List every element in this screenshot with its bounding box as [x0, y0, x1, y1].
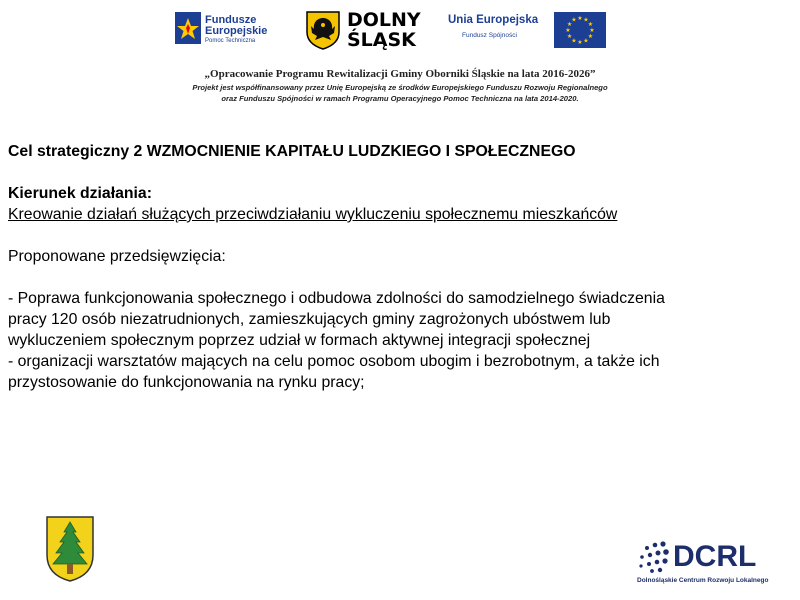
dcrl-subtitle: Dolnośląskie Centrum Rozwoju Lokalnego [637, 577, 769, 584]
eu-flag-icon [554, 12, 606, 48]
fundusze-line1: Fundusze [205, 14, 257, 26]
svg-text:★: ★ [577, 15, 583, 22]
oborniki-coat-of-arms-icon [45, 515, 95, 583]
svg-text:★: ★ [571, 37, 577, 45]
svg-text:★: ★ [571, 16, 577, 24]
project-title: „Opracowanie Programu Rewitalizacji Gminy Oborniki Śląskie na lata 2016-2026” [204, 68, 596, 80]
direction-text: Kreowanie działań służących przeciwdziałaniu wykluczeniu społecznemu mieszkańców [8, 206, 618, 223]
proposals-label: Proponowane przedsięwzięcia: [8, 248, 226, 265]
fundusze-sub: Pomoc Techniczna [205, 38, 256, 44]
proposal-item-2-line-1: - organizacji warsztatów mających na celu pomoc osobom ubogim i bezrobotnym, a także ich [8, 353, 660, 370]
svg-text:★: ★ [589, 27, 595, 34]
eu-funds-star-icon [175, 12, 201, 44]
dolny-slask-line1: DOLNY [347, 9, 421, 31]
proposal-item-2-line-2: przystosowanie do funkcjonowania na rynku pracy; [8, 374, 365, 391]
proposal-item-1-line-1: - Poprawa funkcjonowania społecznego i odbudowa zdolności do samodzielnego świadczenia [8, 290, 665, 307]
proposal-item-1-line-2: pracy 120 osób niezatrudnionych, zamieszkujących gminy zagrożonych ubóstwem lub [8, 311, 611, 328]
svg-text:★: ★ [583, 16, 589, 24]
cofinancing-note [0, 82, 800, 104]
svg-text:★: ★ [566, 33, 573, 40]
dcrl-dots-icon [635, 540, 671, 574]
fundusze-europejskie-logo [175, 10, 275, 50]
fundusze-title [205, 15, 267, 37]
fundusze-line2: Europejskie [205, 25, 268, 37]
cofinancing-line2: oraz Funduszu Spójności w ramach Programu Operacyjnego Pomoc Techniczna na lata 2014-2020. [221, 94, 579, 103]
svg-text:★: ★ [583, 37, 589, 45]
svg-text:★: ★ [577, 39, 583, 46]
dcrl-logo [635, 540, 785, 590]
strategic-goal: Cel strategiczny 2 WZMOCNIENIE KAPITAŁU LUDZKIEGO I SPOŁECZNEGO [8, 143, 576, 160]
cofinancing-line1: Projekt jest współfinansowany przez Unię Europejską ze środków Europejskiego Funduszu Rozwoju Regionalnego [192, 83, 608, 92]
svg-text:★: ★ [587, 33, 594, 40]
dolny-slask-eagle-icon [305, 10, 341, 50]
svg-text:★: ★ [587, 21, 594, 28]
dcrl-title: DCRL [673, 540, 757, 573]
dolny-slask-line2: ŚLĄSK [347, 29, 416, 51]
svg-text:★: ★ [566, 21, 573, 28]
unia-title: Unia Europejska [448, 14, 539, 26]
unia-europejska-logo [448, 10, 613, 50]
svg-text:★: ★ [565, 27, 571, 34]
logo-bar [0, 0, 800, 60]
proposal-item-1-line-3: wykluczeniem społecznym poprzez udział w formach aktywnej integracji społecznej [8, 332, 591, 349]
dolny-slask-text [347, 10, 421, 50]
dolny-slask-logo [305, 8, 430, 52]
unia-sub: Fundusz Spójności [462, 32, 517, 39]
direction-label: Kierunek działania: [8, 185, 152, 202]
main-content [8, 141, 793, 393]
